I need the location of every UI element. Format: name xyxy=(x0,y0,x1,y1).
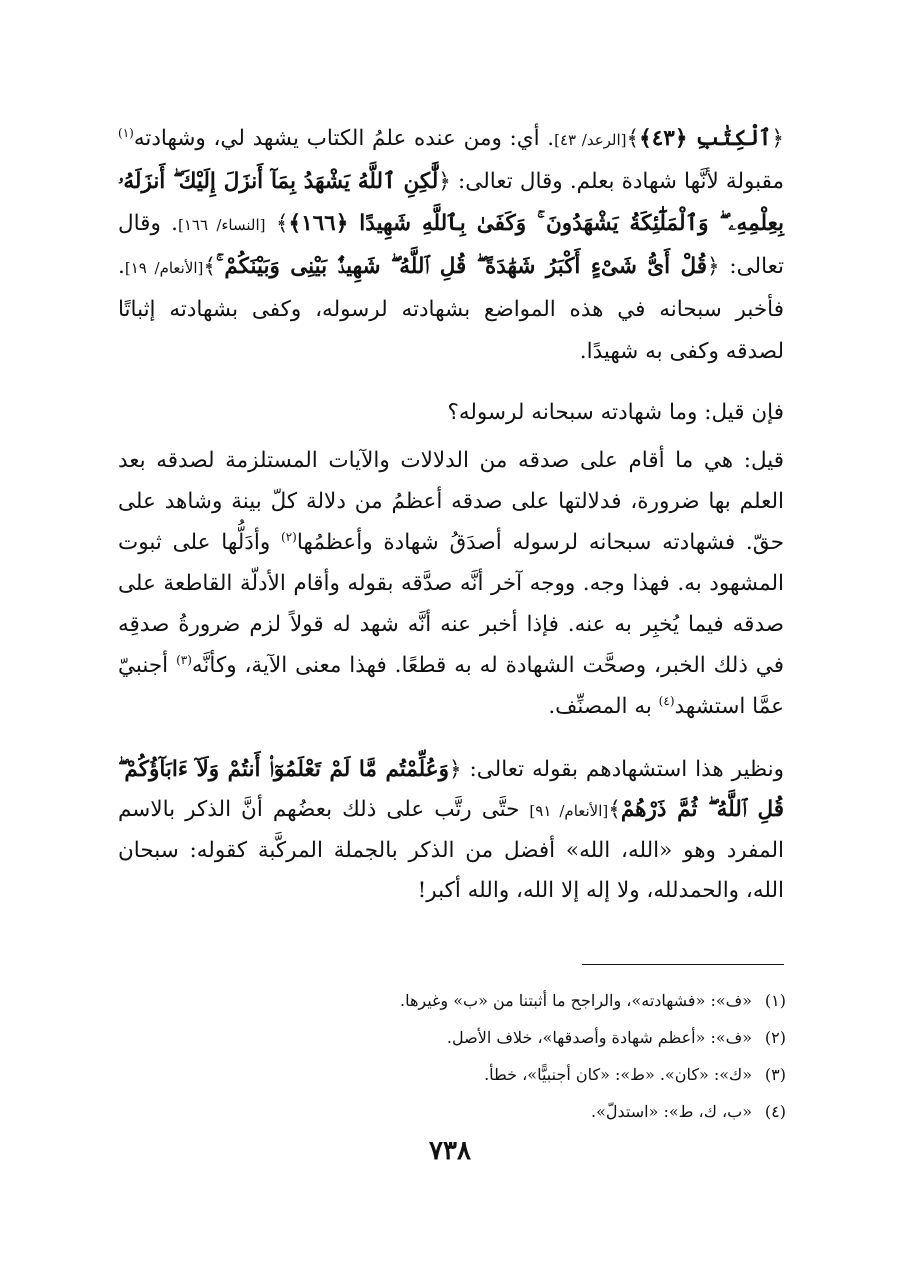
footnote-number: (٤) xyxy=(764,1102,786,1121)
footnote-text: «ك»: «كان». «ط»: «كان أجنبيًّا»، خطأ. xyxy=(484,1065,752,1084)
quran-verse: وَعُلِّمْتُم مَّا لَمْ تَعْلَمُوٓا۟ أَنتُمْ وَلَآ ءَابَآؤُكُمْ ۖ قُلِ ٱللَّهُ ۖ ثُمَّ ذَرْهُمْ xyxy=(118,757,785,822)
body-text: به المصنِّف. xyxy=(548,694,659,719)
verse-reference: [النساء/ ١٦٦] xyxy=(178,216,266,234)
footnote-item xyxy=(300,1019,786,1056)
footnote-marker: (٣) xyxy=(176,652,192,667)
footnote-separator xyxy=(582,964,784,965)
paragraph-3 xyxy=(118,440,784,727)
paragraph-4 xyxy=(118,750,784,911)
footnote-item xyxy=(300,1056,786,1093)
body-text: حتَّى رتَّب على ذلك بعضُهم أنَّ الذكر بالاسم المفرد وهو «الله، الله» أفضل من الذكر بالجملة المركَّبة كقوله: سبحان الله، والحمدلله، ولا إله إلا الله، والله أكبر! xyxy=(118,797,784,903)
bracket-close: ﴾ xyxy=(608,797,621,822)
footnotes xyxy=(300,982,786,1130)
bracket-close: ﴾ xyxy=(275,211,289,236)
bracket-close: ﴾ xyxy=(203,254,217,279)
body-text: مقبولة لأنَّها شهادة بعلم. وقال تعالى: ﴿ xyxy=(438,169,784,194)
body-text: . وقال تعالى: ﴿ xyxy=(118,211,785,279)
verse-reference: [الأنعام/ ٩١] xyxy=(529,802,609,820)
quran-verse: قُلْ أَىُّ شَىْءٍ أَكْبَرُ شَهَٰدَةً ۖ قُلِ ٱللَّهُ ۖ شَهِيدٌۢ بَيْنِى وَبَيْنَكُمْ ۚ xyxy=(216,254,708,279)
footnote-number: (٣) xyxy=(764,1065,786,1084)
footnote-marker: (٤) xyxy=(658,693,675,708)
footnote-text: «ب، ك، ط»: «استدلّ». xyxy=(591,1102,752,1121)
verse-reference: [الأنعام/ ١٩] xyxy=(124,259,204,277)
paragraph-1 xyxy=(118,118,784,373)
body-text: أجنبيّ عمَّا استشهد xyxy=(118,653,784,719)
body-text: . فأخبر سبحانه في هذه المواضع بشهادته لرسوله، وكفى بشهادته إثباتًا لصدقه وكفى به شهيدًا. xyxy=(118,254,784,364)
body-text: قيل: هي ما أقام على صدقه من الدلالات والآيات المستلزمة لصدقه بعد العلم بها ضرورة، فدلالتها على صدقه أعظمُ من دلالة كلّ بينة وشاهد على حقّ. فشهادته سبحانه لرسوله أصدَقُ شهادة وأعظمُها xyxy=(118,448,784,555)
bracket-open: ﴿ xyxy=(771,126,784,151)
quran-verse: ٱلْكِتَٰبِ ﴿٤٣﴾ xyxy=(639,126,772,151)
footnote-item xyxy=(300,1093,786,1130)
footnote-item xyxy=(300,982,786,1019)
footnote-text: «ف»: «أعظم شهادة وأصدقها»، خلاف الأصل. xyxy=(446,1028,752,1047)
bracket-close: ﴾ xyxy=(626,126,640,151)
verse-reference: [الرعد/ ٤٣] xyxy=(554,131,627,149)
footnote-number: (١) xyxy=(764,991,786,1010)
footnote-marker: (١) xyxy=(118,125,134,140)
body-text: وأدَلُّها على ثبوت المشهود به. فهذا وجه. ووجه آخر أنَّه صدَّقه بقوله وأقام الأدلّة القاطعة على صدقه فيما يُخبِر به عنه. فإذا أخبر عنه أنَّه شهد له قولاً لزم ضرورةُ صدقِه في ذلك الخبر، وصحَّت الشهادة له به قطعًا. فهذا معنى الآية، وكأنَّه xyxy=(118,530,785,678)
footnote-number: (٢) xyxy=(764,1028,786,1047)
footnote-text: «ف»: «فشهادته»، والراجح ما أثبتنا من «ب» وغيرها. xyxy=(399,991,752,1010)
quran-verse: لَّٰكِنِ ٱللَّهُ يَشْهَدُ بِمَآ أَنزَلَ إِلَيْكَ ۖ أَنزَلَهُۥ بِعِلْمِهِۦ ۖ وَٱلْمَلَٰٓئِكَةُ يَشْهَدُونَ ۚ وَكَفَىٰ بِٱللَّهِ شَهِيدًا ﴿١٦٦﴾ xyxy=(118,169,784,236)
question-text: فإن قيل: وما شهادته سبحانه لرسوله؟ xyxy=(447,400,784,425)
footnote-marker: (٢) xyxy=(281,529,297,544)
body-text: ونظير هذا استشهادهم بقوله تعالى: ﴿ xyxy=(449,757,784,782)
body-text: . أي: ومن عنده علمُ الكتاب يشهد لي، وشهادته xyxy=(133,126,555,151)
paragraph-2 xyxy=(118,392,784,434)
page-number: ٧٣٨ xyxy=(429,1136,471,1166)
